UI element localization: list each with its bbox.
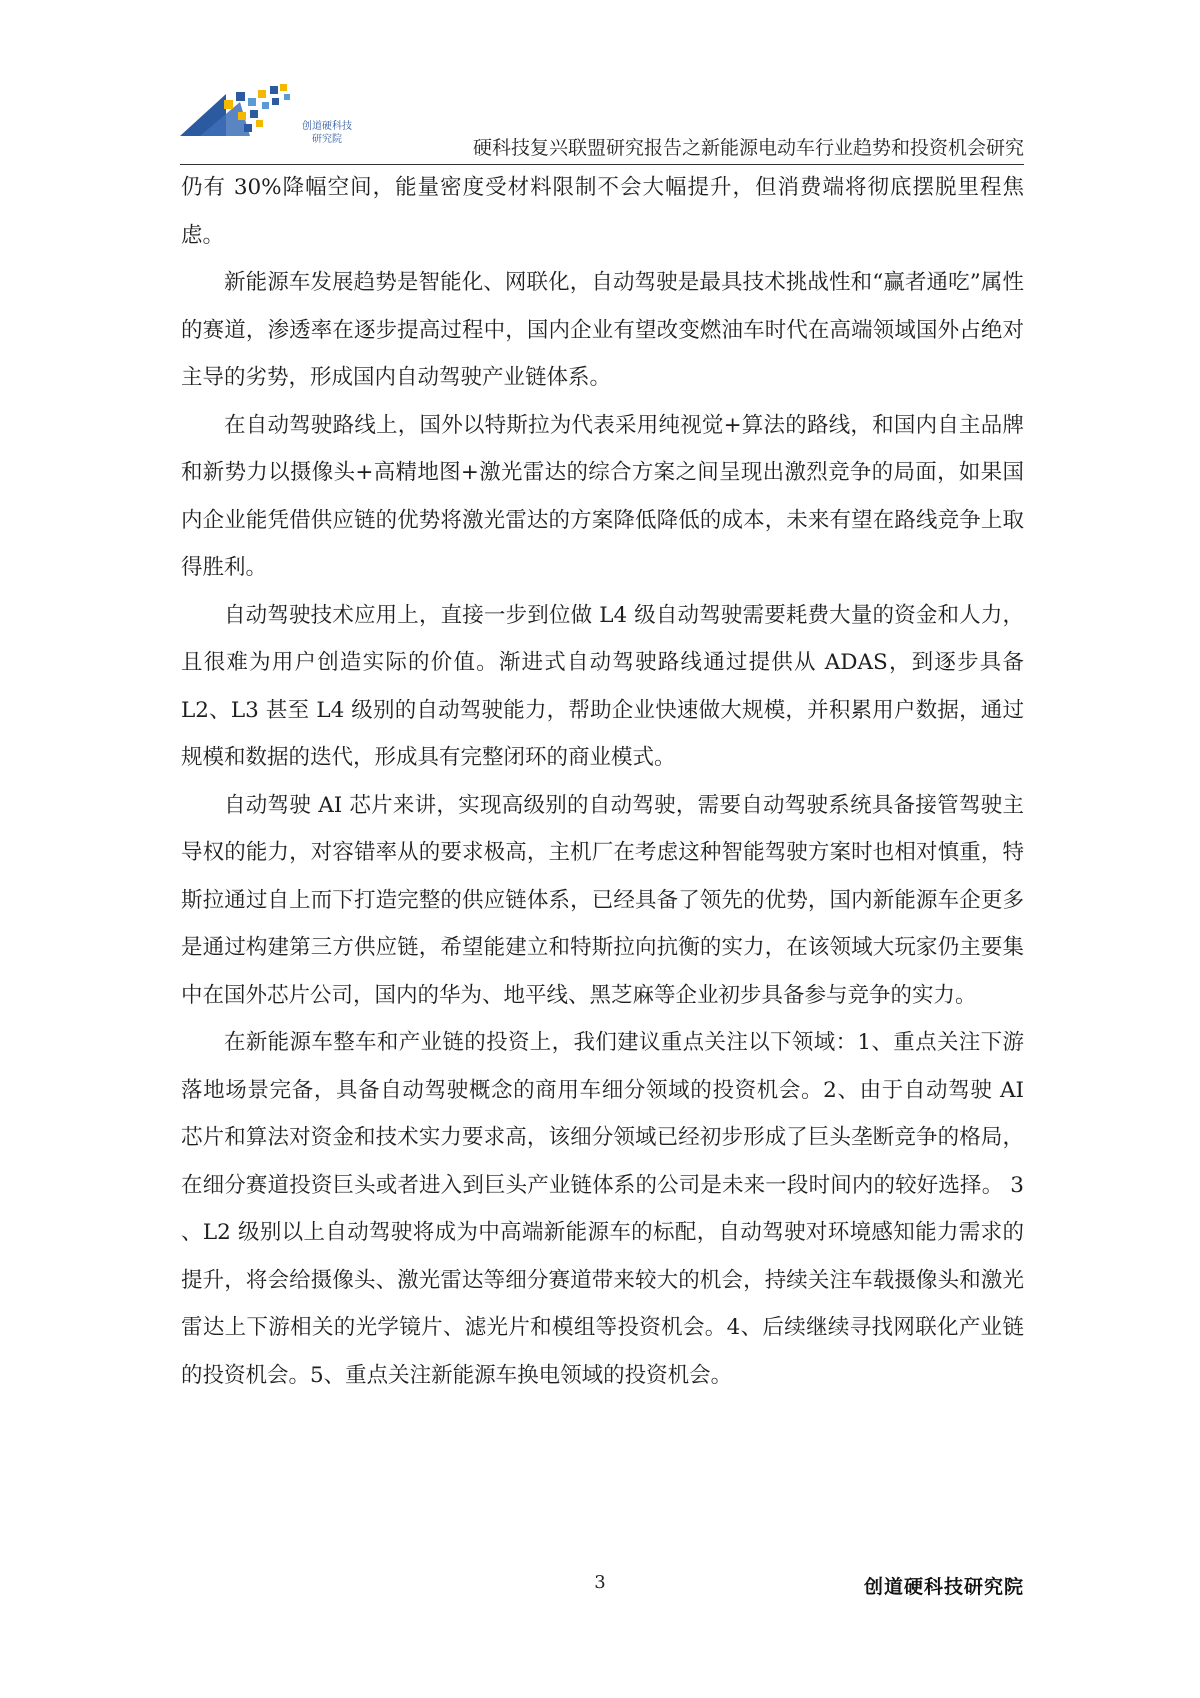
paragraph-4: 自动驾驶技术应用上，直接一步到位做 L4 级自动驾驶需要耗费大量的资金和人力，且很难为用户创造实际的价值。渐进式自动驾驶路线通过提供从 ADAS，到逐步具备 L2、L3 甚至 L4 级别的自动驾驶能力，帮助企业快速做大规模，并积累用户数据，通过规模和数据的迭代，形成具有完整闭环的商业模式。 [181,602,1024,770]
paragraph-5: 自动驾驶 AI 芯片来讲，实现高级别的自动驾驶，需要自动驾驶系统具备接管驾驶主导权的能力，对容错率从的要求极高，主机厂在考虑这种智能驾驶方案时也相对慎重，特斯拉通过自上而下打造完整的供应链体系，已经具备了领先的优势，国内新能源车企更多是通过构建第三方供应链，希望能建立和特斯拉向抗衡的实力，在该领域大玩家仍主要集中在国外芯片公司，国内的华为、地平线、黑芝麻等企业初步具备参与竞争的实力。 [181,792,1024,1008]
logo-text [292,120,362,146]
paragraph-3: 在自动驾驶路线上，国外以特斯拉为代表采用纯视觉+算法的路线，和国内自主品牌和新势力以摄像头+高精地图+激光雷达的综合方案之间呈现出激烈竞争的局面，如果国内企业能凭借供应链的优势将激光雷达的方案降低降低的成本，未来有望在路线竞争上取得胜利。 [181,412,1024,580]
logo-text-line1: 创道硬科技 [302,121,352,132]
document-body [181,164,1024,1399]
page-header [180,80,1024,165]
institute-logo [180,84,380,152]
footer-organization: 创道硬科技研究院 [863,1576,1024,1598]
logo-text-line2: 研究院 [312,134,342,145]
paragraph-1: 仍有 30%降幅空间，能量密度受材料限制不会大幅提升，但消费端将彻底摆脱里程焦虑。 [181,175,1024,248]
page-number: 3 [594,1572,606,1593]
report-title: 硬科技复兴联盟研究报告之新能源电动车行业趋势和投资机会研究 [472,137,1024,159]
paragraph-6: 在新能源车整车和产业链的投资上，我们建议重点关注以下领域：1、重点关注下游落地场景完备，具备自动驾驶概念的商用车细分领域的投资机会。2、由于自动驾驶 AI 芯片和算法对资金和技术实力要求高，该细分领域已经初步形成了巨头垄断竞争的格局，在细分赛道投资巨头或者进入到巨头产业链体系的公司是未来一段时间内的较好选择。 3 、L2 级别以上自动驾驶将成为中高端新能源车的标配，自动驾驶对环境感知能力需求的提升，将会给摄像头、激光雷达等细分赛道带来较大的机会，持续关注车载摄像头和激光雷达上下游相关的光学镜片、滤光片和模组等投资机会。4、后续继续寻找网联化产业链的投资机会。5、重点关注新能源车换电领域的投资机会。 [181,1030,1024,1388]
paragraph-2: 新能源车发展趋势是智能化、网联化，自动驾驶是最具技术挑战性和“赢者通吃”属性的赛道，渗透率在逐步提高过程中，国内企业有望改变燃油车时代在高端领域国外占绝对主导的劣势，形成国内自动驾驶产业链体系。 [181,270,1024,390]
